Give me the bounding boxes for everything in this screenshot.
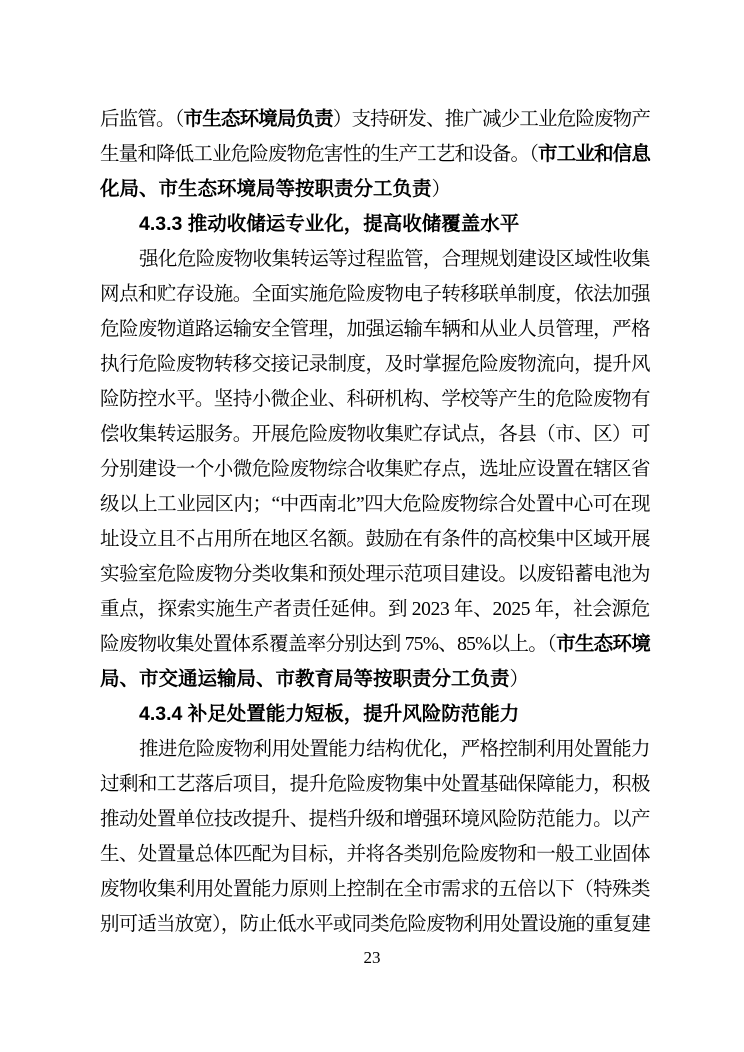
page-number: 23: [363, 948, 381, 967]
line-content: [100, 914, 650, 935]
line-content: [139, 739, 650, 760]
text-line: [100, 312, 650, 347]
line-content: [100, 354, 650, 375]
text-line: [100, 277, 650, 312]
line-content: [100, 599, 650, 620]
text-line: [100, 662, 650, 697]
line-content: [139, 213, 519, 235]
line-content: [100, 879, 650, 900]
text-run: 强化危险废物收集转运等过程监管，合理规划建设区域性收集: [139, 249, 650, 270]
line-content: [100, 459, 650, 480]
text-line: [100, 137, 650, 172]
line-content: [100, 634, 650, 655]
line-content: [100, 494, 650, 515]
bold-run: 4.3.3 推动收储运专业化，提高收储覆盖水平: [139, 213, 520, 235]
line-content: [100, 109, 650, 130]
text-run: 别可适当放宽），防止低水平或同类危险废物利用处置设施的重复建: [100, 914, 650, 935]
text-line: [100, 382, 650, 417]
text-run: 危险废物道路运输安全管理，加强运输车辆和从业人员管理，严格: [100, 319, 650, 340]
text-line: [100, 452, 650, 487]
text-run: 过剩和工艺落后项目，提升危险废物集中处置基础保障能力，积极: [100, 774, 650, 795]
text-line: [100, 627, 650, 662]
line-content: [100, 529, 650, 550]
bold-run: 4.3.4 补足处置能力短板，提升风险防范能力: [139, 703, 520, 725]
bold-run: 市生态环境局负责: [183, 108, 333, 130]
text-run: 推动处置单位技改提升、提档升级和增强环境风险防范能力。以产: [100, 809, 650, 830]
bold-run: 局、市交通运输局、市教育局等按职责分工负责: [100, 668, 510, 690]
text-run: 级以上工业园区内；“中西南北”四大危险废物综合处置中心可在现: [100, 494, 650, 515]
line-content: [100, 669, 529, 690]
line-content: [100, 564, 650, 585]
line-content: [100, 809, 650, 830]
line-content: [100, 179, 451, 200]
line-content: [139, 703, 519, 725]
text-run: 生量和降低工业危险废物危害性的生产工艺和设备。（: [100, 144, 539, 165]
text-run: 险废物收集处置体系覆盖率分别达到 75%、85%以上。（: [100, 634, 557, 655]
text-run: 实验室危险废物分类收集和预处理示范项目建设。以废铅蓄电池为: [100, 564, 650, 585]
text-line: [100, 767, 650, 802]
bold-run: 化局、市生态环境局等按职责分工负责: [100, 178, 432, 200]
text-run: 址设立且不占用所在地区名额。鼓励在有条件的高校集中区域开展: [100, 529, 650, 550]
text-line: [100, 102, 650, 137]
text-run: ）支持研发、推广减少工业危险废物产: [332, 109, 650, 130]
text-run: 偿收集转运服务。开展危险废物收集贮存试点，各县（市、区）可: [100, 424, 650, 445]
text-line: [100, 872, 650, 907]
text-run: 执行危险废物转移交接记录制度，及时掌握危险废物流向，提升风: [100, 354, 650, 375]
text-block: [100, 102, 650, 942]
bold-run: 市工业和信息: [538, 143, 650, 165]
text-run: 生、处置量总体匹配为目标，并将各类别危险废物和一般工业固体: [100, 844, 650, 865]
line-content: [100, 319, 650, 340]
line-content: [100, 389, 650, 410]
text-run: ）: [431, 179, 452, 200]
text-line: [100, 557, 650, 592]
line-content: [100, 284, 650, 305]
text-line: [100, 732, 650, 767]
section-heading: [100, 207, 650, 242]
text-line: [100, 907, 650, 942]
text-run: 险防控水平。坚持小微企业、科研机构、学校等产生的危险废物有: [100, 389, 650, 410]
line-content: [100, 424, 650, 445]
line-content: [100, 144, 650, 165]
line-content: [100, 774, 650, 795]
text-line: [100, 417, 650, 452]
text-run: 后监管。（: [100, 109, 184, 130]
text-run: 网点和贮存设施。全面实施危险废物电子转移联单制度，依法加强: [100, 284, 650, 305]
text-run: 废物收集利用处置能力原则上控制在全市需求的五倍以下（特殊类: [100, 879, 650, 900]
section-heading: [100, 697, 650, 732]
text-run: 推进危险废物利用处置能力结构优化，严格控制利用处置能力: [139, 739, 650, 760]
text-run: ）: [509, 669, 530, 690]
text-line: [100, 802, 650, 837]
text-line: [100, 487, 650, 522]
text-line: [100, 592, 650, 627]
text-line: [100, 837, 650, 872]
text-run: 分别建设一个小微危险废物综合收集贮存点，选址应设置在辖区省: [100, 459, 650, 480]
text-line: [100, 522, 650, 557]
text-run: 重点，探索实施生产者责任延伸。到 2023 年、2025 年，社会源危: [100, 599, 650, 620]
text-line: [100, 347, 650, 382]
bold-run: 市生态环境: [556, 633, 650, 655]
text-line: [100, 242, 650, 277]
text-line: [100, 172, 650, 207]
line-content: [100, 844, 650, 865]
line-content: [139, 249, 650, 270]
